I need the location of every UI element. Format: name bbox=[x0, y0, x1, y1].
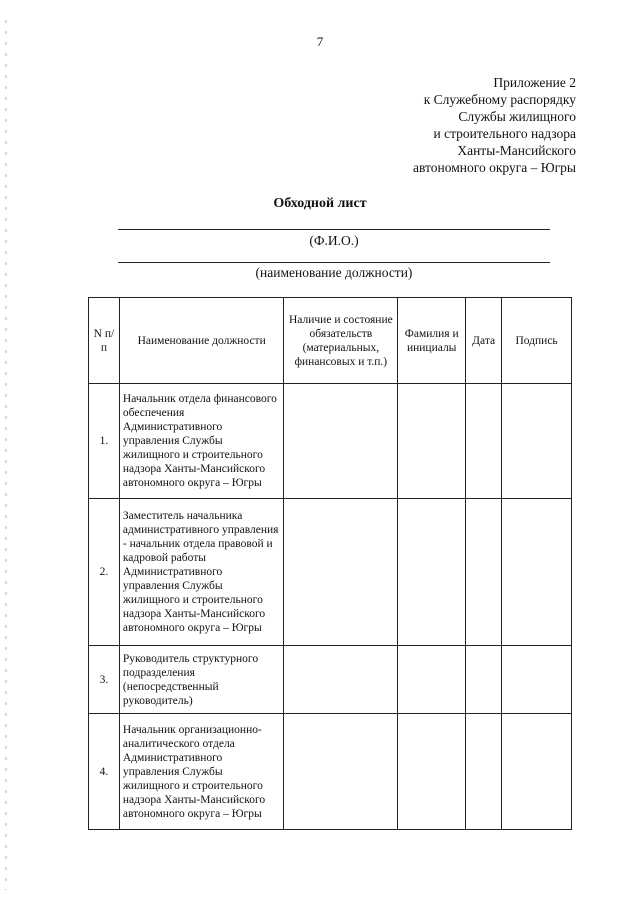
row-number: 3. bbox=[89, 646, 120, 714]
table-header-row bbox=[89, 298, 572, 384]
header-num: N п/п bbox=[89, 298, 120, 384]
scan-margin-artifact bbox=[5, 20, 7, 890]
row-position: Заместитель начальника административного управления - начальник отдела правовой и кадровой работы Административного управления Службы жилищного и строительного надзора Ханты-Мансийского автономного округа – Югры bbox=[119, 499, 284, 646]
signature-cell[interactable] bbox=[502, 499, 572, 646]
signature-cell[interactable] bbox=[502, 714, 572, 830]
row-position: Начальник организационно-аналитического отдела Административного управления Службы жилищного и строительного надзора Ханты-Мансийского автономного округа – Югры bbox=[119, 714, 284, 830]
obligations-cell[interactable] bbox=[284, 646, 398, 714]
bypass-table bbox=[88, 297, 572, 830]
name-cell[interactable] bbox=[398, 384, 466, 499]
appendix-line: Ханты-Мансийского bbox=[457, 143, 576, 158]
obligations-cell[interactable] bbox=[284, 499, 398, 646]
table-row bbox=[89, 714, 572, 830]
name-cell[interactable] bbox=[398, 499, 466, 646]
name-cell[interactable] bbox=[398, 646, 466, 714]
appendix-line: Приложение 2 bbox=[493, 75, 576, 90]
row-position: Руководитель структурного подразделения (непосредственный руководитель) bbox=[119, 646, 284, 714]
header-signature: Подпись bbox=[502, 298, 572, 384]
date-cell[interactable] bbox=[466, 499, 502, 646]
row-number: 1. bbox=[89, 384, 120, 499]
row-number: 2. bbox=[89, 499, 120, 646]
obligations-cell[interactable] bbox=[284, 384, 398, 499]
header-name: Фамилия и инициалы bbox=[398, 298, 466, 384]
fio-caption: (Ф.И.О.) bbox=[309, 233, 359, 248]
appendix-line: автономного округа – Югры bbox=[413, 160, 576, 175]
document-title: Обходной лист bbox=[273, 196, 367, 211]
table-row bbox=[89, 384, 572, 499]
page-number: 7 bbox=[316, 34, 324, 49]
row-number: 4. bbox=[89, 714, 120, 830]
header-position: Наименование должности bbox=[119, 298, 284, 384]
date-cell[interactable] bbox=[466, 384, 502, 499]
header-obligations: Наличие и состояние обязательств (материальных, финансовых и т.п.) bbox=[284, 298, 398, 384]
position-caption: (наименование должности) bbox=[255, 265, 413, 280]
date-cell[interactable] bbox=[466, 714, 502, 830]
date-cell[interactable] bbox=[466, 646, 502, 714]
table-row bbox=[89, 499, 572, 646]
appendix-line: и строительного надзора bbox=[433, 126, 576, 141]
appendix-block bbox=[413, 74, 576, 176]
signature-cell[interactable] bbox=[502, 384, 572, 499]
header-date: Дата bbox=[466, 298, 502, 384]
table-row bbox=[89, 646, 572, 714]
row-position: Начальник отдела финансового обеспечения Административного управления Службы жилищного и строительного надзора Ханты-Мансийского автономного округа – Югры bbox=[119, 384, 284, 499]
appendix-line: Службы жилищного bbox=[458, 109, 576, 124]
obligations-cell[interactable] bbox=[284, 714, 398, 830]
appendix-line: к Служебному распорядку bbox=[423, 92, 576, 107]
name-cell[interactable] bbox=[398, 714, 466, 830]
fio-line bbox=[118, 229, 550, 230]
position-line bbox=[118, 262, 550, 263]
signature-cell[interactable] bbox=[502, 646, 572, 714]
